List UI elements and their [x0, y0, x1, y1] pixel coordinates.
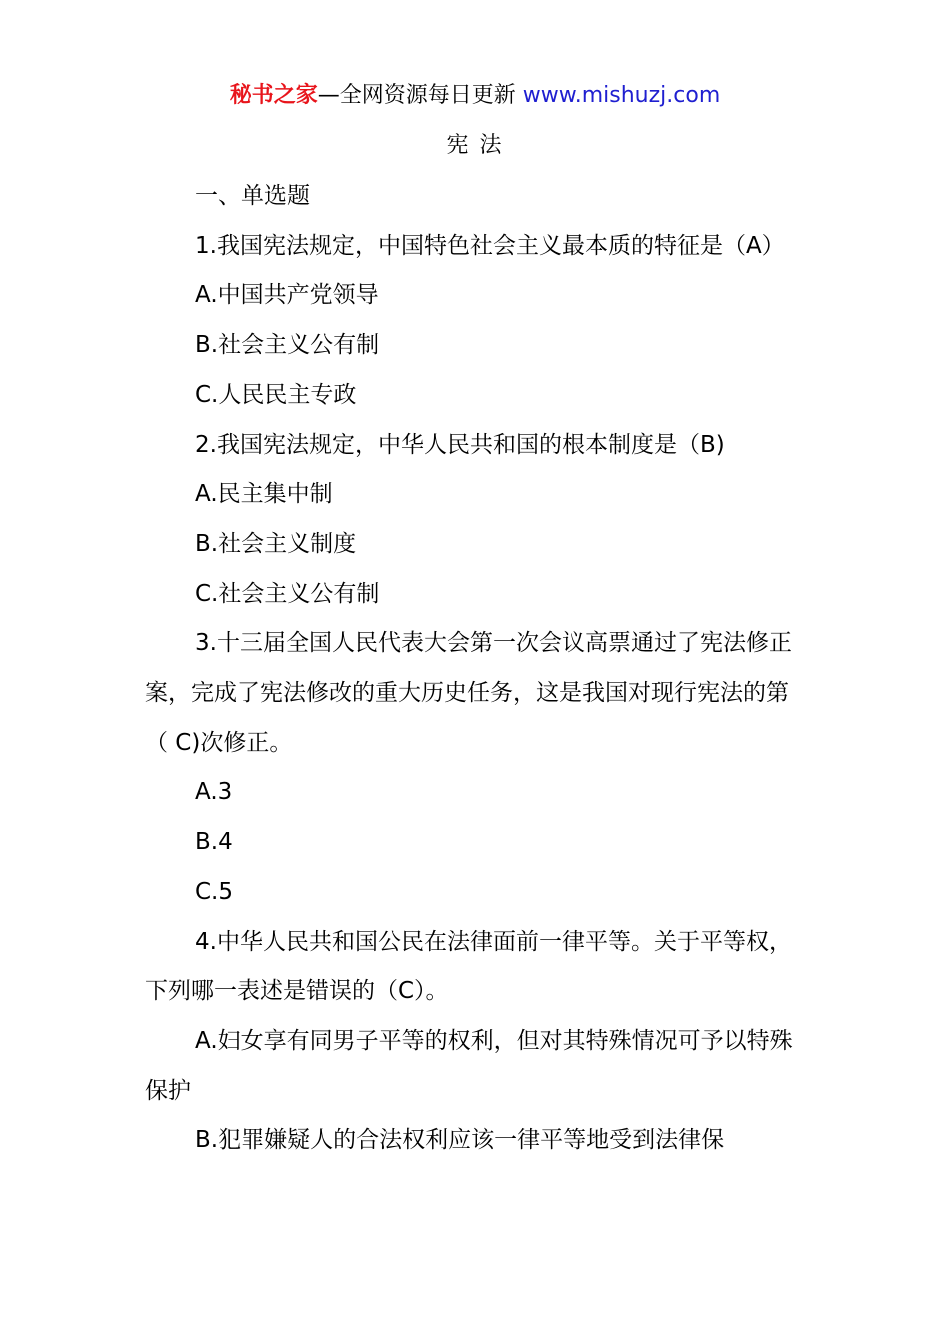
- question-1-option-b: B.社会主义公有制: [195, 332, 380, 359]
- question-3-option-a: A.3: [195, 779, 233, 806]
- question-1-option-c: C.人民民主专政: [195, 381, 357, 408]
- question-1: 1.我国宪法规定，中国特色社会主义最本质的特征是（A）: [195, 232, 785, 259]
- site-brand: 秘书之家: [229, 83, 318, 108]
- site-header: [0, 80, 950, 112]
- question-2-option-a: A.民主集中制: [195, 481, 333, 508]
- question-4-option-b: B.犯罪嫌疑人的合法权利应该一律平等地受到法律保: [195, 1127, 725, 1154]
- question-2: 2.我国宪法规定，中华人民共和国的根本制度是（B): [195, 431, 725, 458]
- question-1-option-a: A.中国共产党领导: [195, 282, 379, 309]
- question-3-option-c: C.5: [195, 878, 234, 905]
- question-4: 4.中华人民共和国公民在法律面前一律平等。关于平等权，下列哪一表述是错误的（C）。: [145, 928, 792, 1005]
- question-2-option-b: B.社会主义制度: [195, 530, 357, 557]
- question-2-option-c: C.社会主义公有制: [195, 580, 380, 607]
- question-4-option-a: A.妇女享有同男子平等的权利，但对其特殊情况可予以特殊保护: [145, 1027, 793, 1104]
- document-title: 宪 法: [446, 133, 504, 158]
- site-slogan: —全网资源每日更新: [317, 83, 516, 108]
- document-body: [145, 172, 810, 1166]
- site-url-link[interactable]: www.mishuzj.com: [522, 83, 721, 108]
- question-3-option-b: B.4: [195, 829, 233, 856]
- section-heading: 一、单选题: [195, 183, 310, 209]
- question-3: 3.十三届全国人民代表大会第一次会议高票通过了宪法修正案，完成了宪法修改的重大历史任务，这是我国对现行宪法的第（ C)次修正。: [145, 630, 792, 756]
